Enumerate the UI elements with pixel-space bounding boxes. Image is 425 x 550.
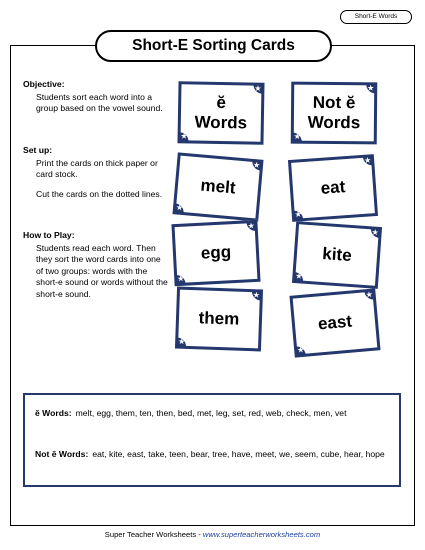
e-words-list: melt, egg, them, ten, then, bed, met, leg, set, red, web, check, men, vet (75, 408, 347, 418)
howto-text: Students read each word. Then they sort the word cards into one of two groups: words with the short-e sound or words without the short-e sound. (36, 242, 168, 299)
topic-tag: Short-E Words (340, 10, 412, 24)
star-icon: ★ (247, 222, 255, 231)
card-egg[interactable] (171, 220, 260, 286)
page-title: Short-E Sorting Cards (95, 30, 332, 62)
card-word: them (198, 308, 240, 329)
star-icon: ★ (180, 133, 188, 141)
star-icon: ★ (365, 291, 373, 300)
card-not-e-words[interactable] (291, 82, 378, 145)
card-e-words[interactable] (177, 81, 264, 144)
e-words-label: ĕ Words: (35, 408, 72, 418)
card-eat[interactable] (288, 154, 378, 222)
card-east[interactable] (289, 288, 380, 357)
setup-section (23, 145, 168, 200)
howto-section (23, 230, 168, 301)
card-word: east (317, 311, 353, 334)
star-icon: ★ (297, 346, 305, 355)
star-icon: ★ (294, 133, 301, 141)
objective-heading: Objective: (23, 79, 65, 89)
card-word: egg (200, 242, 232, 263)
card-word: melt (199, 175, 237, 198)
card-them[interactable] (175, 287, 263, 352)
setup-heading: Set up: (23, 145, 53, 155)
word-lists-box (23, 393, 401, 487)
not-e-words-row (35, 449, 389, 461)
footer-brand: Super Teacher Worksheets - (104, 530, 203, 539)
star-icon: ★ (254, 85, 262, 93)
footer (0, 530, 425, 539)
star-icon: ★ (253, 292, 260, 300)
card-word: eat (320, 177, 346, 198)
card-kite[interactable] (292, 221, 382, 289)
star-icon: ★ (295, 273, 303, 281)
card-not-e-words-line2: Words (307, 112, 361, 133)
howto-heading: How to Play: (23, 230, 75, 240)
star-icon: ★ (176, 204, 183, 212)
setup-text-2: Cut the cards on the dotted lines. (36, 188, 163, 199)
not-e-words-list: eat, kite, east, take, teen, bear, tree, have, meet, we, seem, cube, hear, hope (92, 449, 385, 459)
card-e-words-line1: ĕ (216, 92, 227, 113)
not-e-words-label: Not ĕ Words: (35, 449, 89, 459)
star-icon: ★ (364, 157, 372, 165)
card-melt[interactable] (172, 152, 263, 221)
star-icon: ★ (367, 85, 374, 93)
card-word: kite (321, 244, 353, 265)
star-icon: ★ (177, 275, 185, 284)
star-icon: ★ (253, 162, 260, 170)
star-icon: ★ (178, 338, 185, 346)
footer-link[interactable]: www.superteacherworksheets.com (202, 530, 321, 539)
star-icon: ★ (371, 229, 379, 237)
objective-section (23, 79, 168, 115)
e-words-row (35, 408, 389, 420)
setup-text-1: Print the cards on thick paper or card stock. (36, 157, 158, 180)
objective-text: Students sort each word into a group based on the vowel sound. (36, 91, 163, 114)
card-not-e-words-line1: Not ĕ (312, 92, 356, 113)
card-e-words-line2: Words (194, 112, 248, 133)
star-icon: ★ (294, 211, 302, 219)
